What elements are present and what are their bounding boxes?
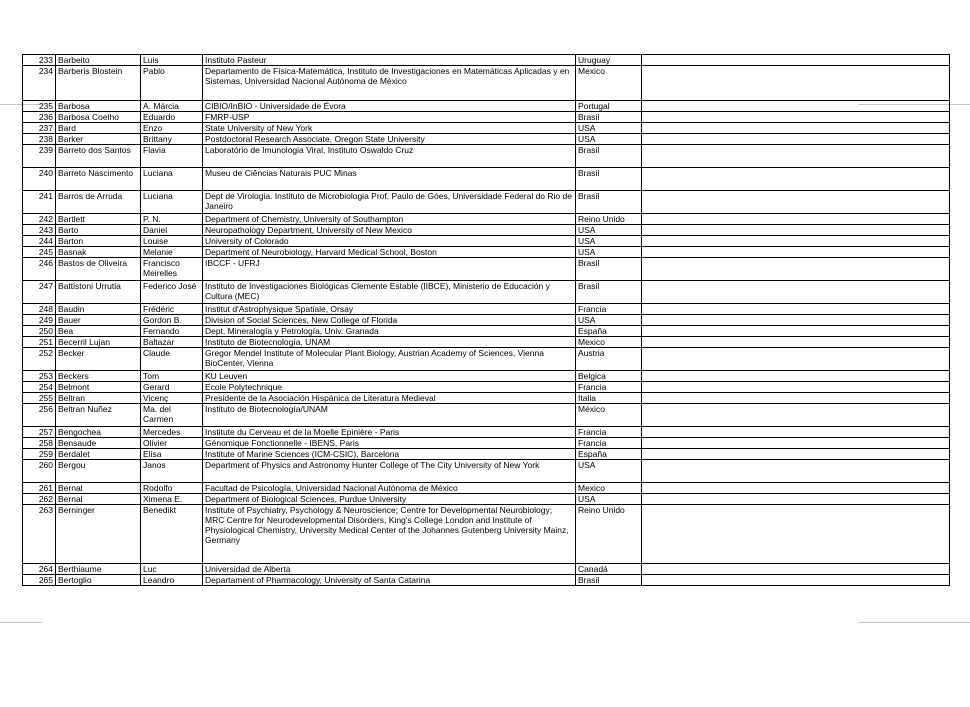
institution-cell: IBCCF - UFRJ <box>203 258 576 281</box>
institution-cell: Departament of Pharmacology, University of Santa Catarina <box>203 575 576 586</box>
institution-cell: Postdoctoral Research Associate, Oregon State University <box>203 134 576 145</box>
empty-cell <box>642 438 950 449</box>
row-number: 238 <box>23 134 56 145</box>
table-row <box>23 55 950 66</box>
surname-cell: Berdalet <box>56 449 141 460</box>
row-number: 240 <box>23 168 56 191</box>
country-cell: Francia <box>576 304 642 315</box>
empty-cell <box>642 371 950 382</box>
first-name-cell: Pablo <box>141 66 203 101</box>
table-row <box>23 236 950 247</box>
row-number: 244 <box>23 236 56 247</box>
country-cell: Francia <box>576 427 642 438</box>
table-row <box>23 214 950 225</box>
institution-cell: Dept. Mineralogía y Petrología, Univ. Granada <box>203 326 576 337</box>
surname-cell: Barberis Blostein <box>56 66 141 101</box>
empty-cell <box>642 191 950 214</box>
table-row <box>23 281 950 304</box>
table-row <box>23 191 950 214</box>
empty-cell <box>642 66 950 101</box>
surname-cell: Beltran <box>56 393 141 404</box>
participants-table <box>22 54 950 586</box>
country-cell: USA <box>576 225 642 236</box>
country-cell: Brasil <box>576 191 642 214</box>
surname-cell: Bauer <box>56 315 141 326</box>
surname-cell: Barbosa <box>56 101 141 112</box>
institution-cell: Instituto de Biotecnología, UNAM <box>203 337 576 348</box>
institution-cell: University of Colorado <box>203 236 576 247</box>
first-name-cell: Vicenç <box>141 393 203 404</box>
row-number: 235 <box>23 101 56 112</box>
row-number: 258 <box>23 438 56 449</box>
empty-cell <box>642 225 950 236</box>
institution-cell: KU Leuven <box>203 371 576 382</box>
row-number: 264 <box>23 564 56 575</box>
row-number: 261 <box>23 483 56 494</box>
row-number: 253 <box>23 371 56 382</box>
first-name-cell: Ma. del Carmen <box>141 404 203 427</box>
country-cell: Brasil <box>576 145 642 168</box>
institution-cell: Department of Chemistry, University of Southampton <box>203 214 576 225</box>
country-cell: Uruguay <box>576 55 642 66</box>
surname-cell: Bard <box>56 123 141 134</box>
country-cell: Canadá <box>576 564 642 575</box>
table-row <box>23 382 950 393</box>
institution-cell: Institut d'Astrophysique Spatiale, Orsay <box>203 304 576 315</box>
institution-cell: Gregor Mendel Institute of Molecular Plant Biology, Austrian Academy of Sciences, Vienna BioCenter, Vienna <box>203 348 576 371</box>
row-number: 250 <box>23 326 56 337</box>
table-row <box>23 337 950 348</box>
table-row <box>23 112 950 123</box>
empty-cell <box>642 505 950 564</box>
surname-cell: Bernal <box>56 494 141 505</box>
empty-cell <box>642 168 950 191</box>
surname-cell: Berthiaume <box>56 564 141 575</box>
row-number: 252 <box>23 348 56 371</box>
first-name-cell: P. N. <box>141 214 203 225</box>
surname-cell: Basnak <box>56 247 141 258</box>
institution-cell: Génomique Fonctionnelle - IBENS, Paris <box>203 438 576 449</box>
country-cell: Francia <box>576 438 642 449</box>
first-name-cell: Ximena E. <box>141 494 203 505</box>
first-name-cell: Tom <box>141 371 203 382</box>
empty-cell <box>642 281 950 304</box>
table-row <box>23 575 950 586</box>
institution-cell: Department of Neurobiology, Harvard Medical School, Boston <box>203 247 576 258</box>
surname-cell: Baudin <box>56 304 141 315</box>
country-cell: Brasil <box>576 168 642 191</box>
first-name-cell: Fernando <box>141 326 203 337</box>
table-row <box>23 258 950 281</box>
empty-cell <box>642 494 950 505</box>
empty-cell <box>642 393 950 404</box>
surname-cell: Bergou <box>56 460 141 483</box>
table-row <box>23 371 950 382</box>
country-cell: Reino Unido <box>576 505 642 564</box>
institution-cell: Laboratório de Imunologia Viral, Instituto Oswaldo Cruz <box>203 145 576 168</box>
first-name-cell: Luciana <box>141 191 203 214</box>
country-cell: México <box>576 404 642 427</box>
institution-cell: Division of Social Sciences, New College of Florida <box>203 315 576 326</box>
surname-cell: Becker <box>56 348 141 371</box>
first-name-cell: Federico José <box>141 281 203 304</box>
institution-cell: Institute of Psychiatry, Psychology & Neuroscience; Centre for Developmental Neurobiology; MRC Centre for Neurodevelopmental Disorders, King's College London and Institute of Physiological Chemistry, University Medical Center of the Johannes Gutenberg University Mainz, Germany <box>203 505 576 564</box>
institution-cell: Instituto Pasteur <box>203 55 576 66</box>
surname-cell: Berninger <box>56 505 141 564</box>
table-row <box>23 427 950 438</box>
empty-cell <box>642 304 950 315</box>
table-row <box>23 460 950 483</box>
institution-cell: Ecole Polytechnique <box>203 382 576 393</box>
country-cell: USA <box>576 236 642 247</box>
country-cell: Brasil <box>576 281 642 304</box>
first-name-cell: Enzo <box>141 123 203 134</box>
row-number: 233 <box>23 55 56 66</box>
first-name-cell: Claude <box>141 348 203 371</box>
first-name-cell: Janos <box>141 460 203 483</box>
surname-cell: Battistoni Urrutia <box>56 281 141 304</box>
table-row <box>23 247 950 258</box>
country-cell: Brasil <box>576 258 642 281</box>
first-name-cell: Flavia <box>141 145 203 168</box>
table-row <box>23 304 950 315</box>
country-cell: Reino Unido <box>576 214 642 225</box>
surname-cell: Bengochea <box>56 427 141 438</box>
institution-cell: State University of New York <box>203 123 576 134</box>
surname-cell: Bertoglio <box>56 575 141 586</box>
row-number: 262 <box>23 494 56 505</box>
first-name-cell: Frédéric <box>141 304 203 315</box>
country-cell: Brasil <box>576 112 642 123</box>
empty-cell <box>642 427 950 438</box>
first-name-cell: Melanie <box>141 247 203 258</box>
empty-cell <box>642 575 950 586</box>
surname-cell: Beckers <box>56 371 141 382</box>
empty-cell <box>642 55 950 66</box>
surname-cell: Belmont <box>56 382 141 393</box>
surname-cell: Bartlett <box>56 214 141 225</box>
surname-cell: Bastos de Oliveira <box>56 258 141 281</box>
empty-cell <box>642 258 950 281</box>
row-number: 236 <box>23 112 56 123</box>
country-cell: Mexico <box>576 337 642 348</box>
first-name-cell: A. Márcia <box>141 101 203 112</box>
institution-cell: Department of Biological Sciences, Purdue University <box>203 494 576 505</box>
empty-cell <box>642 348 950 371</box>
table-row <box>23 393 950 404</box>
page-guide-line <box>858 622 970 623</box>
row-number: 242 <box>23 214 56 225</box>
country-cell: Mexico <box>576 66 642 101</box>
country-cell: Belgica <box>576 371 642 382</box>
empty-cell <box>642 112 950 123</box>
institution-cell: Facultad de Psicología, Universidad Nacional Autónoma de México <box>203 483 576 494</box>
first-name-cell: Eduardo <box>141 112 203 123</box>
table-row <box>23 326 950 337</box>
table-row <box>23 564 950 575</box>
row-number: 245 <box>23 247 56 258</box>
table-row <box>23 505 950 564</box>
surname-cell: Bernal <box>56 483 141 494</box>
empty-cell <box>642 564 950 575</box>
table-row <box>23 449 950 460</box>
institution-cell: FMRP-USP <box>203 112 576 123</box>
country-cell: Mexico <box>576 483 642 494</box>
surname-cell: Bea <box>56 326 141 337</box>
surname-cell: Becerril Lujan <box>56 337 141 348</box>
country-cell: Brasil <box>576 575 642 586</box>
first-name-cell: Luc <box>141 564 203 575</box>
first-name-cell: Benedikt <box>141 505 203 564</box>
row-number: 263 <box>23 505 56 564</box>
row-number: 248 <box>23 304 56 315</box>
country-cell: España <box>576 326 642 337</box>
empty-cell <box>642 145 950 168</box>
institution-cell: Universidad de Alberta <box>203 564 576 575</box>
table-row <box>23 225 950 236</box>
row-number: 255 <box>23 393 56 404</box>
institution-cell: Neuropathology Department, University of New Mexico <box>203 225 576 236</box>
country-cell: Francia <box>576 382 642 393</box>
row-number: 246 <box>23 258 56 281</box>
first-name-cell: Mercedes <box>141 427 203 438</box>
row-number: 237 <box>23 123 56 134</box>
first-name-cell: Luciana <box>141 168 203 191</box>
first-name-cell: Brittany <box>141 134 203 145</box>
row-number: 234 <box>23 66 56 101</box>
country-cell: USA <box>576 460 642 483</box>
empty-cell <box>642 247 950 258</box>
country-cell: Italia <box>576 393 642 404</box>
country-cell: USA <box>576 315 642 326</box>
table-row <box>23 66 950 101</box>
row-number: 239 <box>23 145 56 168</box>
table-row <box>23 315 950 326</box>
row-number: 243 <box>23 225 56 236</box>
table-row <box>23 404 950 427</box>
empty-cell <box>642 404 950 427</box>
table-row <box>23 168 950 191</box>
country-cell: USA <box>576 123 642 134</box>
first-name-cell: Leandro <box>141 575 203 586</box>
first-name-cell: Daniel <box>141 225 203 236</box>
page-guide-line <box>0 622 42 623</box>
empty-cell <box>642 326 950 337</box>
empty-cell <box>642 134 950 145</box>
first-name-cell: Elisa <box>141 449 203 460</box>
first-name-cell: Olivier <box>141 438 203 449</box>
empty-cell <box>642 123 950 134</box>
institution-cell: Instituto de Biotecnología/UNAM <box>203 404 576 427</box>
institution-cell: Departamento de Física-Matemática, Instituto de Investigaciones en Matemáticas Aplicadas y en Sistemas, Universidad Nacional Autónoma de México <box>203 66 576 101</box>
empty-cell <box>642 483 950 494</box>
table-row <box>23 134 950 145</box>
empty-cell <box>642 214 950 225</box>
institution-cell: Museu de Ciências Naturais PUC Minas <box>203 168 576 191</box>
surname-cell: Barto <box>56 225 141 236</box>
row-number: 260 <box>23 460 56 483</box>
first-name-cell: Louise <box>141 236 203 247</box>
country-cell: Austria <box>576 348 642 371</box>
first-name-cell: Luis <box>141 55 203 66</box>
table-row <box>23 145 950 168</box>
first-name-cell: Gordon B. <box>141 315 203 326</box>
row-number: 247 <box>23 281 56 304</box>
empty-cell <box>642 315 950 326</box>
row-number: 259 <box>23 449 56 460</box>
surname-cell: Bensaude <box>56 438 141 449</box>
surname-cell: Barbosa Coelho <box>56 112 141 123</box>
institution-cell: CIBIO/InBIO - Universidade de Évora <box>203 101 576 112</box>
first-name-cell: Gerard <box>141 382 203 393</box>
row-number: 256 <box>23 404 56 427</box>
row-number: 249 <box>23 315 56 326</box>
row-number: 251 <box>23 337 56 348</box>
empty-cell <box>642 449 950 460</box>
first-name-cell: Baltazar <box>141 337 203 348</box>
table-row <box>23 101 950 112</box>
empty-cell <box>642 236 950 247</box>
first-name-cell: Francisco Meirelles <box>141 258 203 281</box>
table-row <box>23 483 950 494</box>
institution-cell: Department of Physics and Astronomy Hunter College of The City University of New York <box>203 460 576 483</box>
row-number: 257 <box>23 427 56 438</box>
empty-cell <box>642 337 950 348</box>
surname-cell: Barros de Arruda <box>56 191 141 214</box>
surname-cell: Barreto Nascimento <box>56 168 141 191</box>
surname-cell: Beltran Nuñez <box>56 404 141 427</box>
surname-cell: Barbeito <box>56 55 141 66</box>
surname-cell: Barton <box>56 236 141 247</box>
surname-cell: Barreto dos Santos <box>56 145 141 168</box>
country-cell: USA <box>576 134 642 145</box>
surname-cell: Barker <box>56 134 141 145</box>
country-cell: Portugal <box>576 101 642 112</box>
institution-cell: Instituto de Investigaciones Biológicas Clemente Estable (IIBCE), Ministerio de Educación y Cultura (MEC) <box>203 281 576 304</box>
country-cell: USA <box>576 494 642 505</box>
empty-cell <box>642 382 950 393</box>
institution-cell: Dept de Virologia. Instituto de Microbiologia Prof. Paulo de Góes, Universidade Federal do Rio de Janeiro <box>203 191 576 214</box>
table-row <box>23 123 950 134</box>
row-number: 265 <box>23 575 56 586</box>
institution-cell: Institute du Cerveau et de la Moelle Epinière - Paris <box>203 427 576 438</box>
institution-cell: Institute of Marine Sciences (ICM-CSIC), Barcelona <box>203 449 576 460</box>
row-number: 254 <box>23 382 56 393</box>
country-cell: España <box>576 449 642 460</box>
institution-cell: Presidente de la Asociación Hispánica de Literatura Medieval <box>203 393 576 404</box>
first-name-cell: Rodolfo <box>141 483 203 494</box>
table-row <box>23 494 950 505</box>
row-number: 241 <box>23 191 56 214</box>
table-row <box>23 438 950 449</box>
empty-cell <box>642 101 950 112</box>
table-row <box>23 348 950 371</box>
country-cell: USA <box>576 247 642 258</box>
empty-cell <box>642 460 950 483</box>
